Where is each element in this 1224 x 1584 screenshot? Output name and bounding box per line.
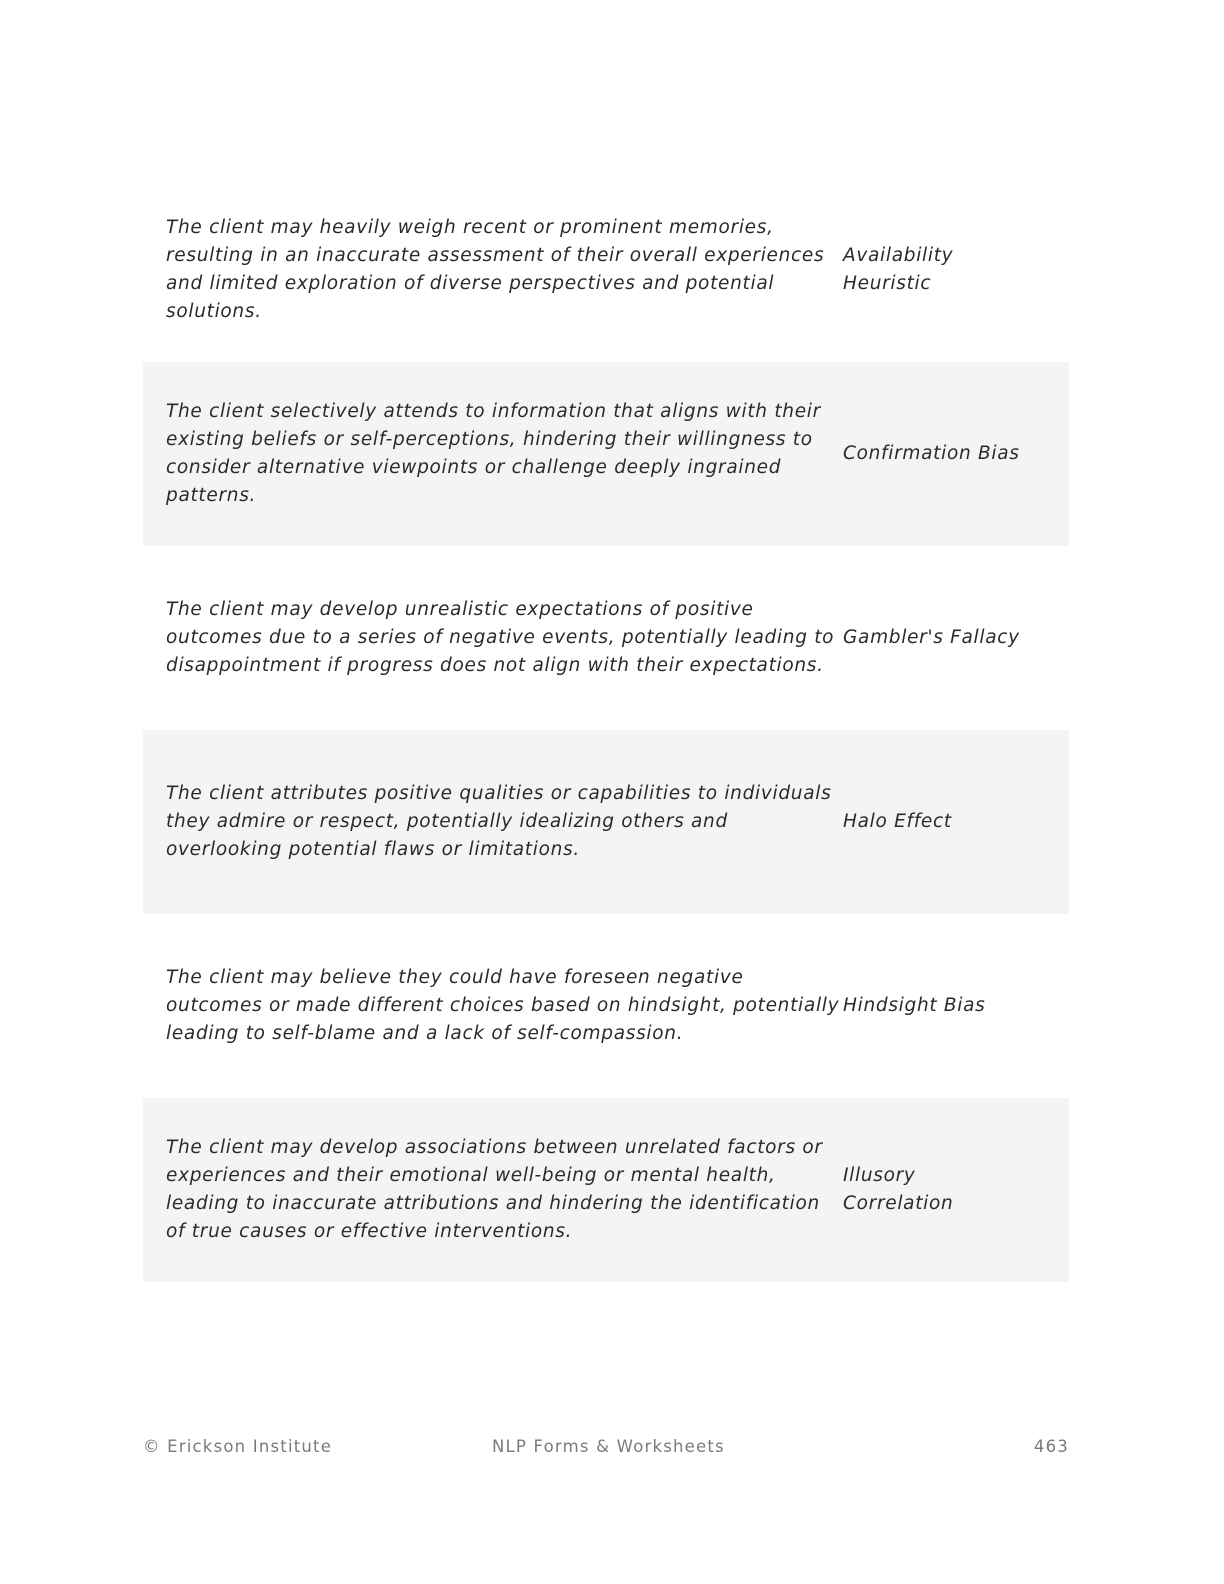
bias-table — [143, 178, 1069, 1282]
row-term: Confirmation Bias — [843, 443, 1020, 464]
page-footer — [143, 1437, 1069, 1461]
row-description: The client attributes positive qualities or capabilities to individuals they admire or respect, potentially idealizing others and overlooking potential flaws or limitations. — [166, 783, 832, 860]
row-term: Hindsight Bias — [843, 995, 986, 1016]
table-row — [143, 914, 1069, 1098]
row-term: Illusory Correlation — [843, 1165, 954, 1214]
footer-page-number: 463 — [1033, 1437, 1069, 1456]
row-description: The client may believe they could have foreseen negative outcomes or made different choices based on hindsight, potentially leading to self-blame and a lack of self-compassion. — [166, 967, 840, 1044]
footer-copyright: © Erickson Institute — [143, 1437, 333, 1456]
row-term: Gambler's Fallacy — [843, 627, 1020, 648]
row-description: The client may develop associations between unrelated factors or experiences and their emotional well-being or mental health, leading to inaccurate attributions and hindering the identification of true causes or effective interventions. — [166, 1137, 823, 1242]
row-description: The client selectively attends to information that aligns with their existing beliefs or self-perceptions, hindering their willingness to consider alternative viewpoints or challenge deeply ingrained patterns. — [166, 401, 821, 506]
row-description: The client may heavily weigh recent or prominent memories, resulting in an inaccurate assessment of their overall experiences and limited exploration of diverse perspectives and potential solutions. — [166, 217, 825, 322]
row-description: The client may develop unrealistic expectations of positive outcomes due to a series of negative events, potentially leading to disappointment if progress does not align with their expectations. — [166, 599, 835, 676]
table-row — [143, 362, 1069, 546]
footer-title: NLP Forms & Worksheets — [492, 1437, 725, 1456]
table-row — [143, 1098, 1069, 1282]
table-row — [143, 730, 1069, 914]
table-row — [143, 546, 1069, 730]
row-term: Availability Heuristic — [843, 245, 954, 294]
row-term: Halo Effect — [843, 811, 952, 832]
table-row — [143, 178, 1069, 362]
